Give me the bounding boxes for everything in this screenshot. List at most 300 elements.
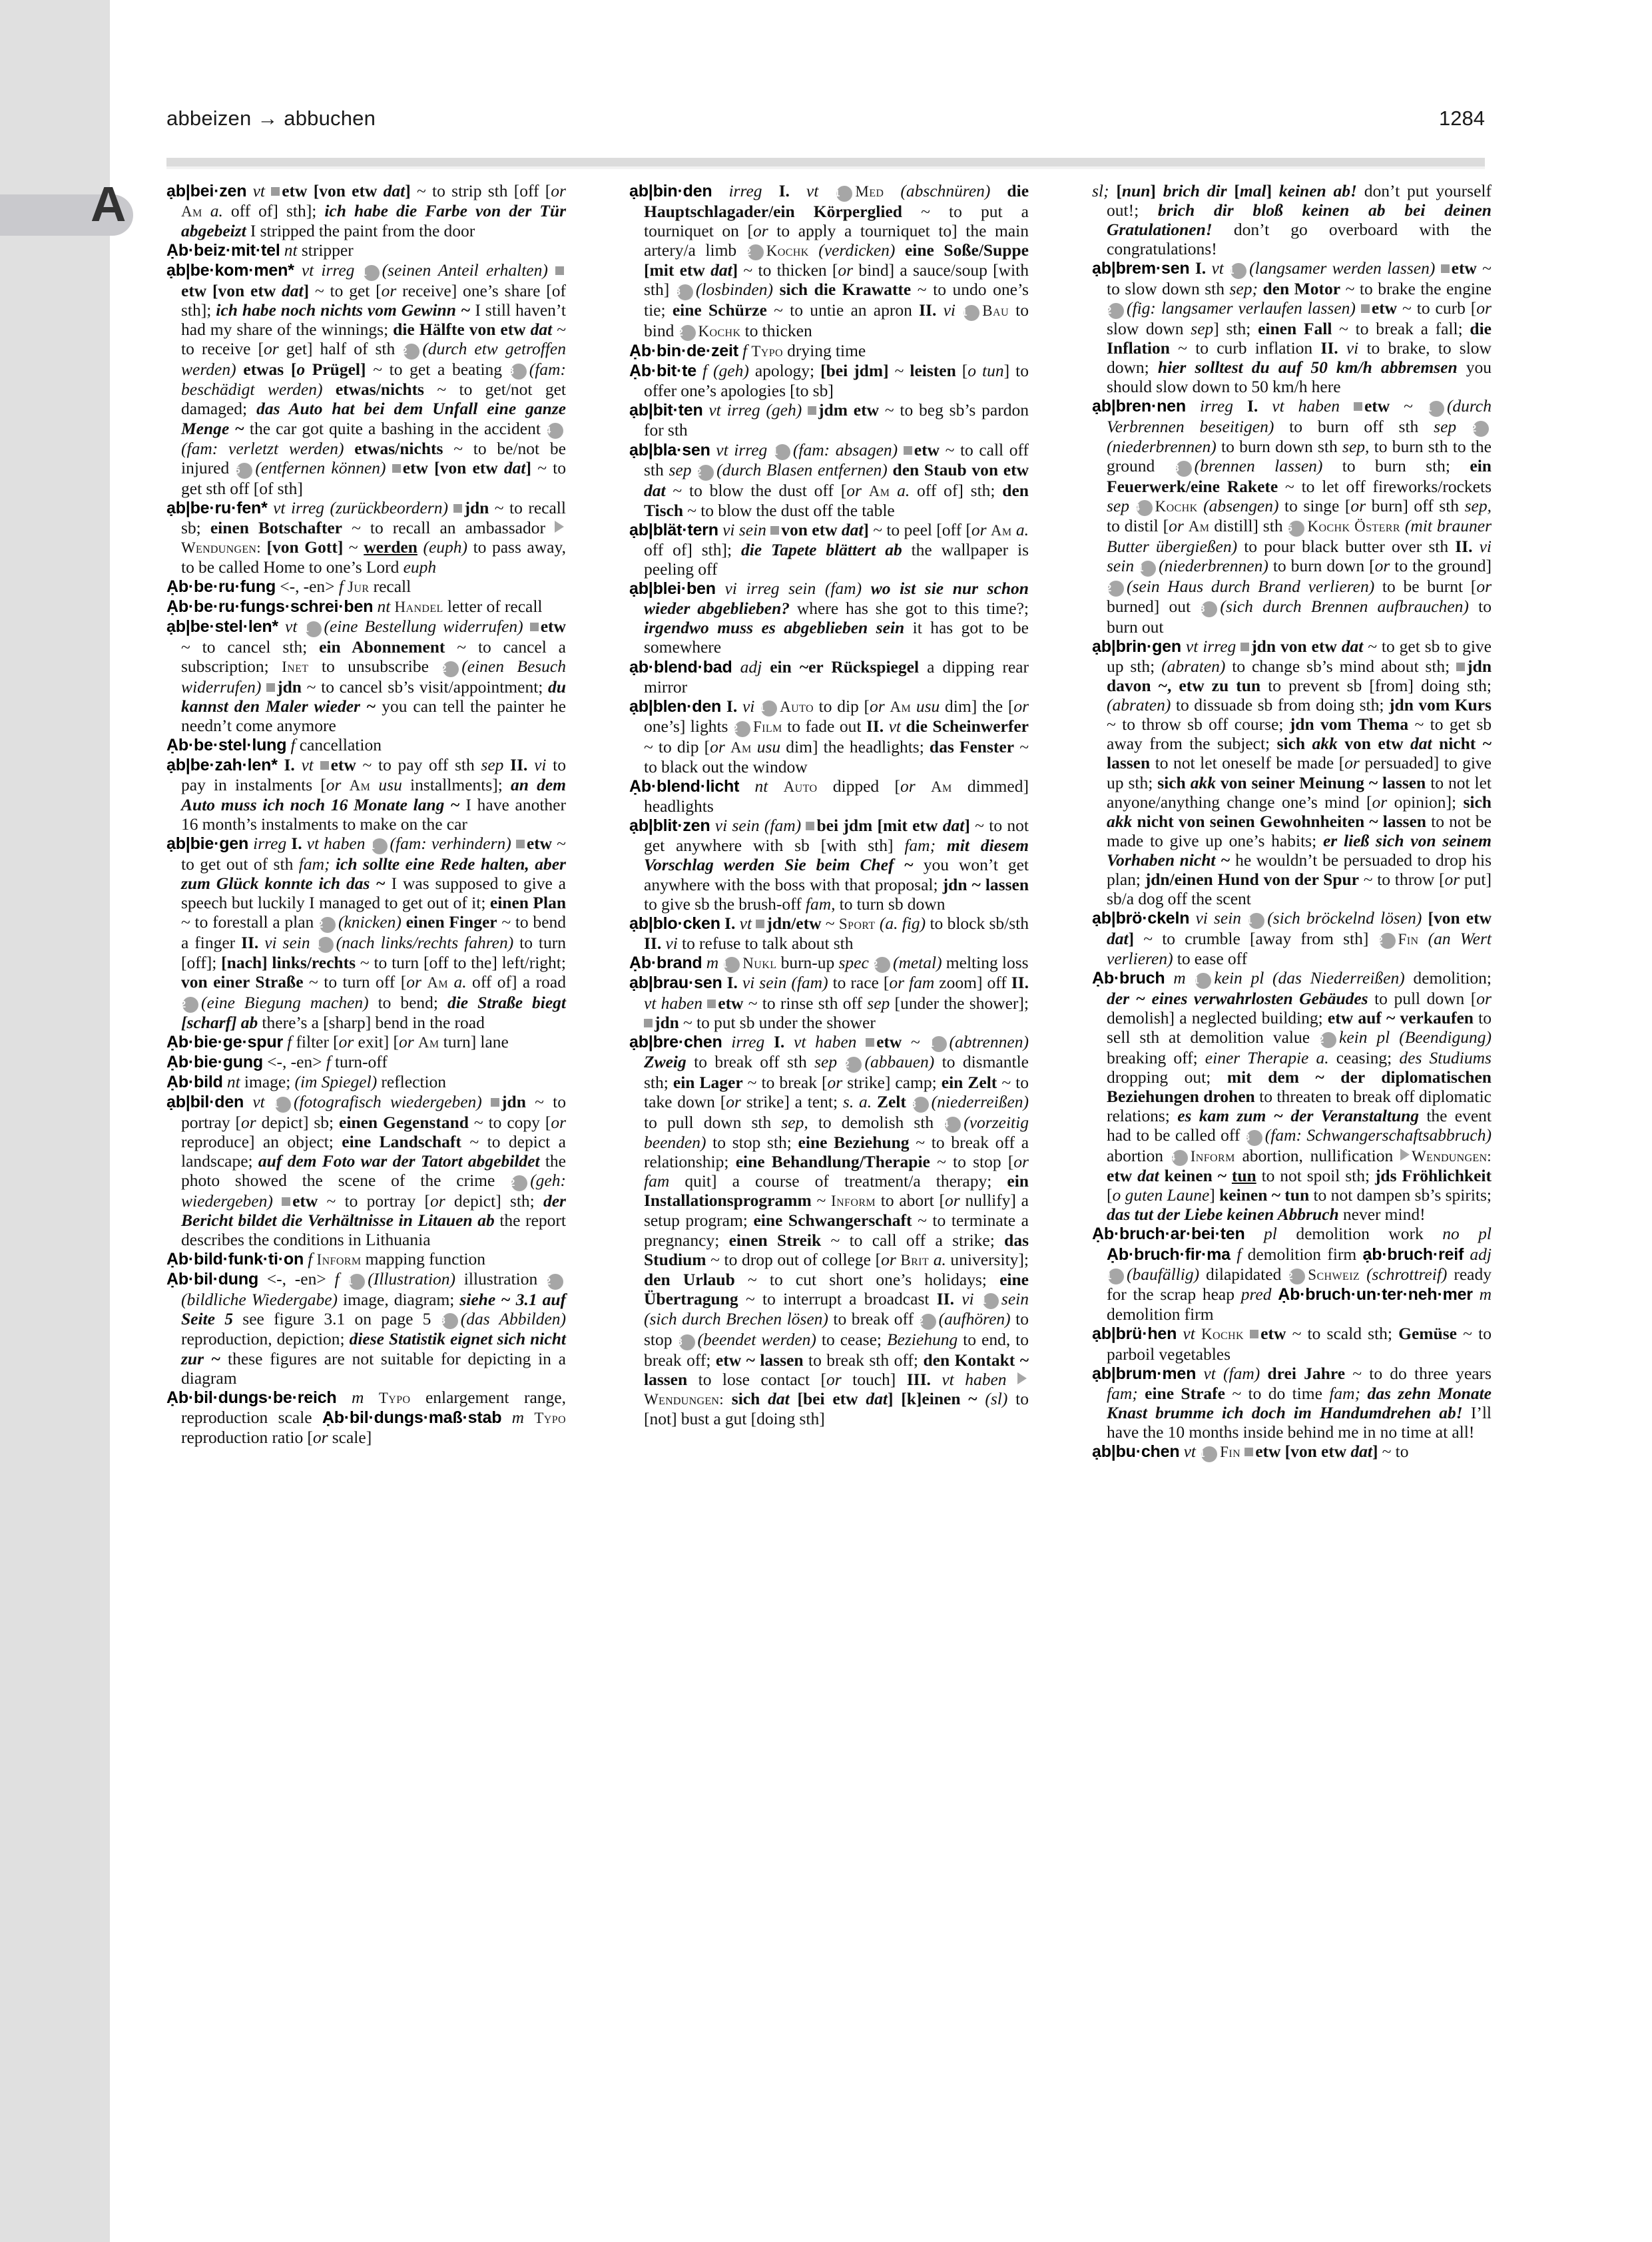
entry-headword: ạb|brum·men [1092,1364,1197,1383]
sense-number-badge: 1 [1201,1446,1217,1462]
entry-headword: Ạb·bruch·ar·bei·ten [1092,1225,1245,1244]
sense-gloss: (eine Biegung machen) [201,992,369,1012]
grammar-label: vt irreg (geh) [708,400,802,420]
grammar-label: or [945,1191,960,1211]
grammar-label: fam; [298,854,330,874]
dictionary-entry: Ạb·bie·ge·spur f filter [or exit] [or Am turn] lane [166,1032,509,1052]
sense-gloss: (knicken) [338,912,402,932]
subject-field-label: Kochk [1201,1326,1244,1343]
grammar-label: sep [1434,416,1457,436]
sense-gloss: (das Niederreißen) [1272,968,1405,988]
grammar-label: f [702,361,708,381]
subject-field-label: Inform [316,1251,362,1268]
grammar-label: or [1372,792,1388,812]
sense-gloss: (fam: absagen) [792,439,898,459]
dictionary-entry: Ạb·bild nt image; (im Spiegel) reflection [166,1072,447,1092]
sense-number-badge: 4 [547,423,563,439]
grammar-label: vi [962,1288,974,1308]
sense-gloss: einer Therapie [1205,1047,1309,1067]
roman-section-number: II. [1320,338,1338,358]
sense-gloss: (brennen lassen) [1194,456,1323,476]
entry-headword: Ạb·be·stel·lung [166,735,287,754]
grammar-label: euph [403,557,437,577]
subject-field-label: Am [427,974,448,991]
sense-gloss: (geh) [713,361,749,381]
grammar-label: or [241,1113,256,1133]
subject-field-label: Am [990,521,1012,539]
grammar-label: sl; [1092,181,1109,200]
grammar-label: vt haben [942,1369,1007,1389]
sense-gloss: (fam: verhindern) [390,834,511,854]
grammar-label: vt [1183,1441,1196,1461]
column-1 [166,181,566,2185]
grammar-label: or [551,1113,566,1133]
sense-gloss: (niederbrennen) [1159,556,1268,576]
text-columns [166,181,1492,2185]
sense-number-badge: 1 [1195,973,1211,989]
collocation-square-icon [453,504,462,513]
subject-field-label: Kochk [766,242,809,259]
grammar-label: a. [453,972,467,992]
sense-gloss: (schrottreif) [1366,1264,1448,1284]
dictionary-entry: Ạb·be·ru·fungs·schrei·ben nt Handel letter of recall [166,597,543,617]
grammar-label: fam; [904,836,936,856]
collocation-square-icon [808,406,816,415]
sense-number-badge: 2 [404,344,419,360]
subject-field-label: Fin [1398,930,1419,948]
sense-gloss: (abbauen) [864,1052,935,1072]
grammar-label: vt (fam) [1203,1363,1260,1383]
roman-section-number: I. [774,1031,785,1051]
grammar-label: vt haben [1272,396,1340,416]
sense-number-badge: 2 [1473,421,1489,437]
sense-gloss: (langsamer werden lassen) [1249,258,1436,278]
roman-section-number: I. [724,913,736,933]
dictionary-entry: Ạb·bin·de·zeit f Typo drying time [629,341,866,361]
entry-headword: ạb|bla·sen [629,440,710,459]
entry-headword: Ạb·bin·de·zeit [629,342,738,361]
grammar-label: (sl) [985,1388,1008,1408]
collocation-square-icon [806,822,814,830]
grammar-label: vt haben [306,834,366,854]
entry-headword: Ạb·bruch·fir·ma [1107,1245,1231,1264]
grammar-label: or [1476,576,1492,596]
thumb-index-letter: A [91,176,127,232]
grammar-label: a. [897,480,910,500]
entry-headword: ạb|blei·ben [629,579,716,599]
sense-gloss: (an Wert verlieren) [1107,928,1492,969]
subject-field-label: Typo [751,343,783,360]
grammar-label: or [881,1249,896,1269]
roman-section-number: II. [866,716,884,736]
grammar-label: kein pl [1339,1027,1390,1047]
subject-field-label: Auto [783,778,818,796]
grammar-label: or [326,775,342,795]
grammar-label: sep [867,993,890,1013]
dictionary-entry: Ạb·blend·licht nt Auto dipped [or Am dimmed] headlights [629,776,1029,816]
grammar-label: f [326,1052,331,1072]
collocation-square-icon [1456,663,1465,671]
entry-headword: ạb|blit·zen [629,816,710,836]
sense-number-badge: 2 [1380,933,1396,949]
grammar-label: vi irreg sein (fam) [724,579,862,599]
grammar-label: or [1344,753,1360,773]
sense-number-badge: 1 [275,1097,291,1113]
grammar-label: or [264,339,279,359]
grammar-label: pred [1240,1284,1272,1304]
grammar-label: vt [806,181,819,200]
dictionary-entry: ạb|be·ru·fen* vt irreg (zurückbeordern) jdn ~ to recall sb; einen Botschafter ~ to recall an ambassador Wendungen: [von Gott] ~ werden (euph) to pass away, to be called Home to one’s Lord euph [166,497,566,577]
grammar-label: f [334,1269,340,1289]
grammar-label: irreg [728,181,762,200]
subject-field-label: Med [855,183,884,200]
roman-section-number: II. [936,1288,954,1308]
sense-number-badge: 2 [1320,1032,1336,1048]
roman-section-number: II. [1011,973,1029,993]
entry-headword: ạb|bren·nen [1092,396,1186,416]
sense-gloss: (sich durch Brennen aufbrauchen) [1220,597,1469,617]
grammar-label: or [429,1191,445,1211]
running-head [166,107,1485,137]
grammar-label: or [827,1072,843,1092]
sense-number-badge: 3 [1201,601,1217,617]
sense-gloss: (durch Verbrennen beseitigen) [1107,396,1492,436]
grammar-label: m [706,952,719,972]
roman-section-number: II. [510,755,528,774]
sense-number-badge: 1 [774,444,790,460]
grammar-label: vt irreg (zurückbeordern) [273,497,448,517]
dictionary-entry: ạb|bu·chen vt 1 Fin etw [von etw dat] ~ to [1092,1441,1409,1461]
grammar-label: o tun [967,361,1004,381]
entry-headword: ạb|bu·chen [1092,1442,1180,1461]
subject-field-label: Am [868,482,890,499]
dictionary-entry: Ạb·bild·funk·ti·on f Inform mapping function [166,1249,486,1269]
grammar-label: irreg [1199,396,1233,416]
sense-gloss: (fotografisch wiedergeben) [293,1092,482,1112]
sense-gloss: (baufällig) [1127,1264,1200,1284]
grammar-label: or [1169,516,1184,536]
sense-number-badge: 2 [1108,303,1124,319]
grammar-label: or [381,280,397,300]
grammar-label: nt [754,776,768,796]
grammar-label: m [511,1407,524,1427]
subject-field-label: Kochk [698,322,741,340]
sense-number-badge: 2 [748,244,764,260]
sense-number-badge: 2 [874,957,890,973]
grammar-label: pl [1264,1224,1277,1244]
grammar-label: vi [665,933,678,953]
grammar-label: nt [377,597,391,617]
sense-gloss: (sich durch Brechen lösen) [644,1309,828,1329]
grammar-label: a. [210,201,223,221]
grammar-label: f [742,341,748,361]
collocation-square-icon [1361,304,1370,313]
grammar-label: m [1173,968,1186,988]
roman-section-number: I. [726,973,738,993]
sense-gloss: (einen Besuch widerrufen) [181,657,567,697]
grammar-label: vt [252,181,265,200]
grammar-label: (euph) [423,537,468,557]
grammar-label: vi [943,300,956,320]
dictionary-entry: Ạb·bruch m 1 kein pl (das Niederreißen) demolition; der ~ eines verwahrlosten Gebäudes to pull down [or demolish] a neglected building; etw auf ~ verkaufen to sell sth at demolition value 2 kein pl (Beendigung) breaking off; einer Therapie a. ceasing; des Studiums dropping out; mit dem ~ der diplomatischen Beziehungen drohen to threaten to break off diplomatic relations; es kam zum ~ der Veranstaltung the event had to be called off 3 (fam: Schwangerschaftsabbruch) abortion 4 Inform abortion, nullification Wendungen: etw dat keinen ~ tun to not spoil sth; jds Fröhlichkeit [o guten Laune] keinen ~ tun to not dampen sb’s spirits; das tut der Liebe keinen Abbruch never mind! [1092,968,1492,1225]
dictionary-entry: ạb|bla·sen vt irreg 1 (fam: absagen) etw ~ to call off sth sep 2 (durch Blasen entfernen) den Staub von etw dat ~ to blow the dust off [or Am a. off of] sth; den Tisch ~ to blow the dust off the table [629,439,1029,520]
roman-section-number: I. [778,181,790,200]
sense-gloss: (sich bröckelnd lösen) [1267,908,1422,928]
collocation-square-icon [866,1038,874,1047]
collocation-square-icon [756,920,764,928]
subject-field-label: Typo [534,1409,566,1426]
subject-field-label: Am [1188,518,1210,535]
sense-gloss: (fam: verletzt werden) [181,439,344,459]
grammar-label: or [726,1091,741,1111]
grammar-label: vi sein [264,932,310,952]
sense-number-badge: 1 [761,701,777,716]
entry-headword: ạb·bruch·reif [1362,1245,1464,1264]
sense-number-badge: 1 [364,265,380,281]
sense-number-badge: 4 [1137,500,1153,516]
grammar-label: or [826,1369,842,1389]
idiom-section-label: Wendungen: [644,1390,724,1408]
sense-number-badge: 4 [945,1117,961,1133]
subject-field-label: Bau [982,302,1009,319]
grammar-label: vi sein (fam) [742,973,828,993]
sense-number-badge: 5 [1288,521,1304,537]
subject-field-label: Am [730,738,752,756]
dictionary-entry: ạb|bei·zen vt etw [von etw dat] ~ to strip sth [off [or Am a. off of] sth]; ich habe die Farbe von der Tür abgebeizt I stripped the paint from the door [166,181,566,241]
sense-number-badge: 2 [846,1057,862,1073]
sense-number-badge: 5 [236,463,252,479]
grammar-label: vt [1183,1324,1195,1344]
roman-section-number: II. [241,932,259,952]
sense-number-badge: 1 [306,621,322,637]
collocation-square-icon [770,526,779,535]
entry-headword: ạb|bre·chen [629,1032,722,1051]
grammar-label: kein pl [1214,968,1264,988]
subject-field-label: Sport [838,915,876,932]
collocation-square-icon [320,761,329,770]
entry-headword: Ạb·bil·dungs·be·reich [166,1388,337,1407]
grammar-label: spec [838,952,869,972]
sense-number-badge: 2 [547,1274,563,1290]
grammar-label: nt [226,1072,240,1092]
sense-gloss: (abraten) [1161,656,1226,676]
sense-gloss: (losbinden) [695,280,773,300]
subject-field-label: Brit [900,1251,930,1268]
entry-headword: ạb|bin·den [629,182,712,200]
sense-number-badge: 2 [511,1175,527,1191]
idiom-triangle-icon [1400,1149,1410,1161]
sense-gloss: (Illustration) [368,1269,456,1289]
grammar-label: or fam [889,973,935,993]
grammar-label: vt [285,617,298,637]
collocation-square-icon [530,623,539,631]
subject-field-label: Typo [378,1389,411,1406]
dictionary-entry: ạb|brin·gen vt irreg jdn von etw dat ~ to get sb to give up sth; (abraten) to change sb’s mind about sth; jdn davon ~, etw zu tun to prevent sb [from] doing sth; (abraten) to dissuade sb from doing sth; jdn vom Kurs ~ to throw sb off course; jdn vom Thema ~ to get sb away from the subject; sich akk von etw dat nicht ~ lassen to not let oneself be made [or persuaded] to give up sth; sich akk von seiner Meinung ~ lassen to not let anyone/anything change one’s mind [or opinion]; sich akk nicht von seinen Gewohnheiten ~ lassen to not be made to give up one’s habits; er ließ sich von seinem Vorhaben nicht ~ he wouldn’t be persuaded to drop his plan; jdn/einen Hund von der Spur ~ to throw [or put] sb/a dog off the scent [1092,636,1492,909]
idiom-triangle-icon [1017,1372,1027,1384]
grammar-label: sep [1191,318,1214,338]
grammar-label: or [710,736,725,756]
dictionary-entry: Ạb·brand m 1 Nukl burn-up spec 2 (metal) melting loss [629,952,1029,972]
grammar-label: or [406,972,421,992]
grammar-label: a. [933,1249,946,1269]
grammar-label: m [351,1387,364,1407]
collocation-square-icon [644,1019,653,1027]
sense-gloss: (verdicken) [818,240,896,260]
column-2 [629,181,1029,2185]
subject-field-label: Am [890,698,912,715]
dictionary-entry: Ạb·be·ru·fung <-, -en> f Jur recall [166,577,412,597]
subject-field-label: Film [752,718,782,736]
grammar-label: f [338,577,344,597]
dictionary-entry: ạb|blen·den I. vi 1 Auto to dip [or Am usu dim] the [or one’s] lights 2 Film to fade out II. vt die Scheinwerfer ~ to dip [or Am usu dim] the headlights; das Fenster ~ to black out the window [629,696,1029,776]
roman-section-number: I. [726,696,738,716]
sense-number-badge: 3 [913,1097,929,1113]
subject-field-label: Schweiz [1308,1266,1360,1283]
entry-headword: ạb|brau·sen [629,974,722,993]
roman-section-number: I. [1246,396,1258,416]
dictionary-entry: ạb|brü·hen vt Kochk etw ~ to scald sth; Gemüse ~ to parboil vegetables [1092,1324,1492,1364]
entry-headword: ạb|bit·ten [629,401,703,420]
grammar-label: vi [534,755,547,774]
page-number: 1284 [1439,107,1485,130]
sense-number-badge: 2 [1108,581,1124,597]
subject-field-label: Inet [282,659,309,676]
entry-headword: ạb|brin·gen [1092,637,1181,656]
sense-gloss: (entfernen können) [255,458,386,478]
sense-number-badge: 2 [680,325,696,341]
dictionary-entry: ạb·blend·bad adj ein ~er Rückspiegel a dipping rear mirror [629,657,1029,697]
grammar-label: usu [378,775,402,795]
sense-number-badge: 2 [443,661,459,677]
entry-headword: Ạb·blend·licht [629,777,740,796]
sense-number-badge: 2 [320,917,336,933]
sense-gloss: (metal) [892,952,942,972]
dictionary-entry: ạb|bil·den vt 1 (fotografisch wiedergeben) jdn ~ to portray [or depict] sb; einen Gegenstand ~ to copy [or reproduce] an object; eine Landschaft ~ to depict a landscape; auf dem Foto war der Tatort abgebildet the photo showed the scene of the crime 2 (geh: wiedergeben) etw ~ to portray [or depict] sth; der Bericht bildet die Verhältnisse in Litauen ab the report describes the conditions in Lithuania [166,1092,566,1250]
grammar-label: fam, [805,894,836,914]
subject-field-label: Am [417,1034,439,1051]
entry-headword: ạb|bei·zen [166,182,247,200]
grammar-label: adj [1470,1244,1492,1264]
subject-field-label: Am [349,777,371,794]
grammar-label: sep [1107,495,1129,515]
grammar-label: f [290,734,296,754]
grammar-label: or [338,1032,354,1052]
sense-number-badge: 4 [1172,1150,1188,1166]
collocation-square-icon [1250,1330,1258,1338]
roman-section-number: I. [291,834,302,854]
entry-headword: ạb|brü·hen [1092,1324,1177,1344]
sense-number-badge: 3 [511,364,527,380]
dictionary-entry: Ạb·bil·dungs·be·reich m Typo enlargement range, reproduction scale Ạb·bil·dungs·maß·stab m Typo reproduction ratio [or scale] [166,1387,566,1447]
roman-section-number: II. [644,933,662,953]
grammar-label: or [1374,556,1390,576]
sense-gloss: (beendet werden) [697,1329,816,1349]
sense-number-badge: 3 [1246,1130,1262,1146]
roman-section-number: II. [919,300,937,320]
dictionary-entry: ạb|brö·ckeln vi sein 1 (sich bröckelnd lösen) [von etw dat] ~ to crumble [away from sth] 2 Fin (an Wert verlieren) to ease off [1092,908,1492,969]
grammar-label: or [971,519,987,539]
entry-headword: ạb|blo·cken [629,914,720,933]
sense-gloss: (seinen Anteil erhalten) [382,260,548,280]
entry-headword: Ạb·brand [629,953,702,972]
sense-gloss: des Studiums [1399,1047,1492,1067]
subject-field-label: Inform [1190,1147,1235,1165]
sense-number-badge: 1 [1248,913,1264,929]
grammar-label: or [1013,696,1029,716]
entry-headword: ạb|bie·gen [166,834,249,854]
collocation-square-icon [491,1098,499,1107]
sense-gloss: (abtrennen) [949,1031,1029,1051]
grammar-label: vi sein [722,519,766,539]
grammar-label: or [551,181,566,200]
sense-number-badge: 1 [1140,561,1156,577]
sense-number-badge: 1 [931,1036,947,1052]
dictionary-entry: ạb|bie·gen irreg I. vt haben 1 (fam: verhindern) etw ~ to get out of sth fam; ich sollte eine Rede halten, aber zum Glück konnte ich das ~ I was supposed to give a speech but luckily I managed to get out of it; einen Plan ~ to forestall a plan 2 (knicken) einen Finger ~ to bend a finger II. vi sein 1 (nach links/rechts fahren) to turn [off]; [nach] links/rechts ~ to turn [off to the] left/right; von einer Straße ~ to turn off [or Am a. off of] a road 2 (eine Biegung machen) to bend; die Straße biegt [scharf] ab there’s a [sharp] bend in the road [166,834,567,1033]
dictionary-entry: ạb|bre·chen irreg I. vt haben etw ~ 1 (abtrennen) Zweig to break off sth sep 2 (abbauen) to dismantle sth; ein Lager ~ to break [or strike] camp; ein Zelt ~ to take down [or strike] a tent; s. a. Zelt 3 (niederreißen) to pull down sth sep, to demolish sth 4 (vorzeitig beenden) to stop sth; eine Beziehung ~ to break off a relationship; eine Behandlung/Therapie ~ to stop [or fam quit] a course of treatment/a therapy; ein Installationsprogramm ~ Inform to abort [or nullify] a setup program; eine Schwangerschaft ~ to terminate a pregnancy; einen Streik ~ to call off a strike; das Studium ~ to drop out of college [or Brit a. university]; den Urlaub ~ to cut short one’s holidays; eine Übertragung ~ to interrupt a broadcast II. vi 1 sein (sich durch Brechen lösen) to break off 2 (aufhören) to stop 3 (beendet werden) to cease; Beziehung to end, to break off; etw ~ lassen to break sth off; den Kontakt ~ lassen to lose contact [or touch] III. vt haben Wendungen: sich dat [bei etw dat] [k]einen ~ (sl) to [not] bust a gut [doing sth] [629,1031,1029,1428]
left-margin-band [0,0,110,2242]
entry-headword: ạb|brö·ckeln [1092,909,1190,928]
dictionary-entry: ạb|blit·zen vi sein (fam) bei jdm [mit etw dat] ~ to not get anywhere with sb [with sth] fam; mit diesem Vorschlag werden Sie beim Chef ~ you won’t get anywhere with the boss with that proposal; jdn ~ lassen to give sb the brush-off fam, to turn sb down [629,816,1029,914]
grammar-label: vt irreg [1185,636,1237,656]
sense-number-badge: 1 [1231,263,1246,279]
entry-headword: Ạb·bit·te [629,362,696,381]
subject-field-label: Handel [394,599,443,616]
grammar-label: usu [756,736,781,756]
sense-gloss: (durch Blasen entfernen) [716,460,888,480]
sense-number-badge: 2 [182,997,198,1013]
grammar-label: or [753,220,768,240]
dictionary-entry: ạb|be·stel·len* vt 1 (eine Bestellung widerrufen) etw ~ to cancel sth; ein Abonnement ~ to cancel a subscription; Inet to unsubscribe 2 (einen Besuch widerrufen) jdn ~ to cancel sb’s visit/appointment; du kannst den Maler wieder ~ you can tell the painter he needn’t come anymore [166,617,567,735]
grammar-label: vt [1211,258,1224,278]
subject-field-label: Jur [348,579,370,596]
dictionary-entry: Ạb·beiz·mit·tel nt stripper [166,240,354,260]
roman-section-number: III. [906,1369,931,1389]
grammar-label: or [398,1032,414,1052]
grammar-label: or [1444,869,1460,889]
sense-gloss: (niederreißen) [931,1091,1029,1111]
sense-number-badge: 2 [920,1314,936,1330]
collocation-square-icon [1441,264,1450,273]
grammar-label: vt [252,1092,265,1112]
sense-gloss: (das Abbilden) [460,1308,567,1328]
sense-gloss: (durch etw getroffen werden) [181,339,566,379]
dictionary-entry: Ạb·bil·dung <-, -en> f 1 (Illustration) illustration 2(bildliche Wiedergabe) image, diagram; siehe ~ 3.1 auf Seite 5 see figure 3.1 on page 5 3 (das Abbilden) reproduction, depiction; diese Statistik eignet sich nicht zur ~ these figures are not suitable for depicting in a diagram [166,1269,567,1388]
sense-gloss: (im Spiegel) [294,1072,378,1092]
header-rule [166,158,1485,166]
roman-section-number: II. [1455,536,1473,556]
grammar-label: irreg [731,1031,765,1051]
grammar-label: fam; [1107,1383,1138,1403]
dictionary-entry: ạb|blei·ben vi irreg sein (fam) wo ist sie nur schon wieder abgeblieben? where has she got to this time?; irgendwo muss es abgeblieben sein it has got to be somewhere [629,579,1029,657]
grammar-label: adj [740,657,762,677]
entry-headword: Ạb·bild [166,1073,223,1092]
sense-gloss: (mit brauner Butter übergießen) [1107,516,1492,556]
grammar-label: f [308,1249,313,1269]
collocation-square-icon [282,1197,290,1206]
idiom-triangle-icon [555,521,564,533]
grammar-label: o guten Laune [1112,1185,1210,1205]
sense-number-badge: 2 [734,721,750,737]
grammar-label: sep, [1342,437,1370,457]
subject-field-label: Am [930,778,952,796]
grammar-label: sep, [1464,495,1492,515]
entry-headword: ạb|be·stel·len* [166,617,278,637]
dictionary-entry: ạb|brum·men vt (fam) drei Jahre ~ to do three years fam; eine Strafe ~ to do time fam; das zehn Monate Knast brumme ich doch im Handumdrehen ab! I’ll have the 10 months inside behind me in no time at all! [1092,1363,1492,1442]
grammar-label: or [846,480,862,500]
grammar-label: sep [669,460,692,480]
dictionary-entry: ạb|bit·ten vt irreg (geh) jdm etw ~ to beg sb’s pardon for sth [629,400,1029,440]
sense-gloss: (nach links/rechts fahren) [336,932,514,952]
